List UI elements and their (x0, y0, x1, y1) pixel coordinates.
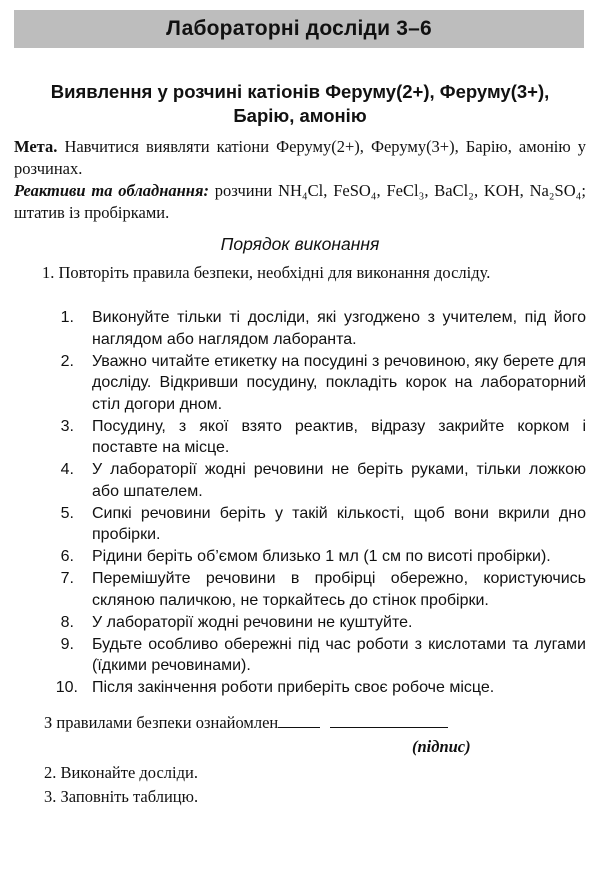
rule-number: 9. (60, 635, 74, 653)
rule-number: 3. (60, 417, 74, 435)
rule-item (0, 612, 600, 634)
reagents-suffix: штатив із пробірками. (14, 203, 170, 222)
rule-number: 4. (60, 461, 74, 478)
section-title: Виявлення у розчині катіонів Феруму(2+), Феруму(3+), Барію, амонію (50, 81, 550, 126)
safety-rules-list (0, 307, 600, 699)
rule-text: Після закінчення роботи приберіть своє робоче місце. (92, 679, 495, 696)
rule-item (0, 677, 600, 699)
rule-number: 2. (60, 352, 74, 370)
signature-caption: (підпис) (412, 737, 471, 756)
rule-number: 8. (60, 613, 74, 631)
rule-item (0, 307, 600, 350)
goal-text: Навчитися виявляти катіони Феруму(2+), Феруму(3+), Барію, амонію у розчинах. (14, 137, 586, 178)
reagent-na2so4: Na₂SO₄ (529, 181, 582, 200)
reagent-bacl2: BaCl₂ (434, 181, 474, 200)
rule-text: Рідини беріть об’ємом близько 1 мл (1 см по висоті пробірки). (92, 548, 551, 565)
acknowledge-line (44, 712, 584, 734)
rule-number: 1. (60, 309, 74, 326)
rule-number: 7. (60, 570, 74, 587)
rule-text: Уважно читайте етикетку на посудині з речовиною, яку берете для досліду. Відкривши посудину, покладіть корок на лабораторний стіл догори дном. (92, 352, 586, 413)
rule-text: Виконуйте тільки ті досліди, які узгоджено з учителем, під його наглядом або наглядом лаборанта. (92, 309, 586, 348)
acknowledge-text: З правилами безпеки ознайомлен (44, 713, 279, 732)
rule-item (0, 546, 600, 568)
rule-number: 6. (60, 548, 74, 565)
goal-paragraph (14, 136, 586, 180)
procedure-title: Порядок виконання (220, 234, 380, 254)
reagent-koh: KOH (483, 181, 520, 200)
rule-text: У лабораторії жодні речовини не куштуйте. (92, 613, 413, 631)
reagent-fecl3: FeCl₃ (386, 181, 425, 200)
header-title: Лабораторні досліди 3–6 (166, 17, 432, 40)
rule-text: Будьте особливо обережні під час роботи з кислотами та лугами (їдкими речовинами). (92, 635, 586, 674)
reagent-nh4cl: NH₄Cl (278, 181, 324, 200)
rule-item (0, 634, 600, 677)
rule-text: Посудину, з якої взято реактив, відразу закрийте корком і поставте на місце. (92, 417, 586, 456)
acknowledge-ending-blank[interactable] (278, 713, 320, 728)
rule-text: У лабораторії жодні речовини не беріть руками, тільки ложкою або шпателем. (92, 461, 586, 500)
reagent-feso4: FeSO₄ (333, 181, 377, 200)
step-1: 1. Повторіть правила безпеки, необхідні для виконання досліду. (42, 263, 491, 282)
rule-item (0, 568, 600, 611)
step-2: 2. Виконайте досліди. (44, 763, 198, 782)
goal-label: Мета. (14, 137, 58, 156)
reagents-prefix: розчини (214, 181, 273, 200)
rule-text: Сипкі речовини беріть у такій кількості, щоб вони вкрили дно пробірки. (92, 504, 586, 543)
rule-item (0, 459, 600, 502)
header-bar (14, 10, 584, 48)
rule-number: 5. (60, 504, 74, 522)
reagents-paragraph: Реактиви та обладнання: розчини NH₄Cl, FeSO₄, FeCl₃, BaCl₂, KOH, Na₂SO₄; штатив із пробірками. (14, 181, 586, 222)
rule-item (0, 416, 600, 459)
rule-text: Перемішуйте речовини в пробірці обережно, користуючись скляною паличкою, не торкайтесь до стінок пробірки. (92, 570, 586, 609)
step-3: 3. Заповніть таблицю. (44, 787, 199, 806)
rule-item (0, 503, 600, 546)
reagents-label: Реактиви та обладнання: (14, 181, 209, 200)
rule-item (0, 351, 600, 416)
signature-blank[interactable] (330, 713, 448, 728)
rule-number: 10. (55, 679, 78, 696)
